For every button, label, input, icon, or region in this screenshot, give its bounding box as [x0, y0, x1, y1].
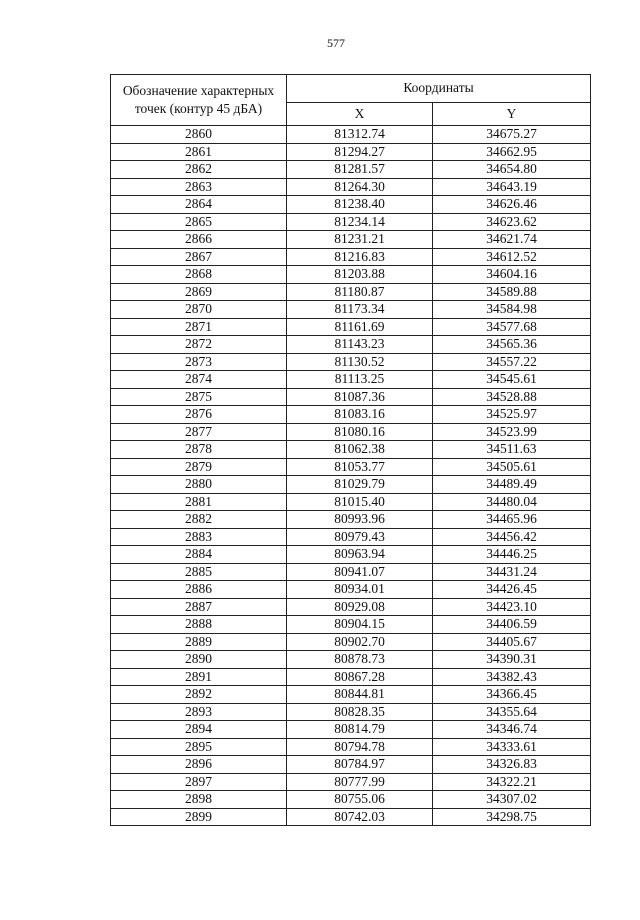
cell-point-id: 2861	[111, 143, 287, 161]
cell-point-id: 2873	[111, 353, 287, 371]
table-header	[111, 75, 591, 126]
cell-y: 34584.98	[433, 301, 591, 319]
cell-y: 34322.21	[433, 773, 591, 791]
cell-y: 34390.31	[433, 651, 591, 669]
cell-x: 81062.38	[287, 441, 433, 459]
cell-x: 80867.28	[287, 668, 433, 686]
cell-x: 81087.36	[287, 388, 433, 406]
cell-point-id: 2896	[111, 756, 287, 774]
table-row	[111, 423, 591, 441]
cell-x: 80904.15	[287, 616, 433, 634]
cell-y: 34511.63	[433, 441, 591, 459]
cell-y: 34557.22	[433, 353, 591, 371]
cell-x: 81083.16	[287, 406, 433, 424]
cell-x: 80814.79	[287, 721, 433, 739]
table-row	[111, 528, 591, 546]
header-x: X	[287, 102, 433, 125]
cell-point-id: 2865	[111, 213, 287, 231]
cell-x: 80878.73	[287, 651, 433, 669]
cell-point-id: 2890	[111, 651, 287, 669]
header-point-designation: Обозначение характерных точек (контур 45 дБА)	[111, 75, 287, 126]
cell-point-id: 2892	[111, 686, 287, 704]
table-row	[111, 161, 591, 179]
cell-x: 80963.94	[287, 546, 433, 564]
cell-point-id: 2878	[111, 441, 287, 459]
cell-point-id: 2874	[111, 371, 287, 389]
table-row	[111, 686, 591, 704]
cell-y: 34456.42	[433, 528, 591, 546]
cell-x: 81130.52	[287, 353, 433, 371]
cell-point-id: 2867	[111, 248, 287, 266]
cell-y: 34604.16	[433, 266, 591, 284]
cell-x: 81015.40	[287, 493, 433, 511]
cell-x: 81238.40	[287, 196, 433, 214]
cell-y: 34405.67	[433, 633, 591, 651]
cell-point-id: 2880	[111, 476, 287, 494]
cell-x: 81312.74	[287, 126, 433, 144]
cell-y: 34565.36	[433, 336, 591, 354]
table-row	[111, 266, 591, 284]
table-row	[111, 318, 591, 336]
cell-point-id: 2887	[111, 598, 287, 616]
table-row	[111, 388, 591, 406]
cell-x: 81216.83	[287, 248, 433, 266]
table-row	[111, 721, 591, 739]
table-row	[111, 476, 591, 494]
cell-y: 34382.43	[433, 668, 591, 686]
cell-y: 34480.04	[433, 493, 591, 511]
cell-x: 81203.88	[287, 266, 433, 284]
cell-point-id: 2886	[111, 581, 287, 599]
cell-y: 34623.62	[433, 213, 591, 231]
cell-x: 81080.16	[287, 423, 433, 441]
table-row	[111, 616, 591, 634]
cell-y: 34589.88	[433, 283, 591, 301]
coordinates-table	[110, 74, 591, 826]
cell-x: 80828.35	[287, 703, 433, 721]
header-coordinates: Координаты	[287, 75, 591, 103]
table-body	[111, 126, 591, 826]
table-row	[111, 651, 591, 669]
cell-y: 34621.74	[433, 231, 591, 249]
cell-point-id: 2898	[111, 791, 287, 809]
cell-y: 34675.27	[433, 126, 591, 144]
cell-y: 34612.52	[433, 248, 591, 266]
table-row	[111, 213, 591, 231]
table-row	[111, 703, 591, 721]
table-row	[111, 493, 591, 511]
cell-x: 81161.69	[287, 318, 433, 336]
cell-x: 80993.96	[287, 511, 433, 529]
cell-point-id: 2883	[111, 528, 287, 546]
cell-x: 80902.70	[287, 633, 433, 651]
cell-y: 34446.25	[433, 546, 591, 564]
cell-point-id: 2879	[111, 458, 287, 476]
cell-x: 80941.07	[287, 563, 433, 581]
table-row	[111, 756, 591, 774]
cell-y: 34662.95	[433, 143, 591, 161]
cell-point-id: 2888	[111, 616, 287, 634]
cell-y: 34406.59	[433, 616, 591, 634]
cell-point-id: 2868	[111, 266, 287, 284]
cell-x: 80777.99	[287, 773, 433, 791]
table-row	[111, 738, 591, 756]
cell-x: 81281.57	[287, 161, 433, 179]
cell-y: 34525.97	[433, 406, 591, 424]
header-y: Y	[433, 102, 591, 125]
cell-point-id: 2862	[111, 161, 287, 179]
table-row	[111, 283, 591, 301]
cell-point-id: 2895	[111, 738, 287, 756]
cell-point-id: 2875	[111, 388, 287, 406]
cell-x: 81231.21	[287, 231, 433, 249]
cell-point-id: 2899	[111, 808, 287, 826]
cell-point-id: 2864	[111, 196, 287, 214]
table-row	[111, 371, 591, 389]
table-row	[111, 336, 591, 354]
cell-point-id: 2893	[111, 703, 287, 721]
table-row	[111, 546, 591, 564]
table-row	[111, 458, 591, 476]
cell-y: 34489.49	[433, 476, 591, 494]
table-row	[111, 231, 591, 249]
cell-point-id: 2891	[111, 668, 287, 686]
cell-x: 81180.87	[287, 283, 433, 301]
cell-point-id: 2866	[111, 231, 287, 249]
table-row	[111, 598, 591, 616]
cell-y: 34643.19	[433, 178, 591, 196]
cell-point-id: 2881	[111, 493, 287, 511]
cell-y: 34346.74	[433, 721, 591, 739]
cell-point-id: 2884	[111, 546, 287, 564]
table-row	[111, 633, 591, 651]
cell-y: 34465.96	[433, 511, 591, 529]
cell-x: 80979.43	[287, 528, 433, 546]
cell-x: 81294.27	[287, 143, 433, 161]
cell-y: 34505.61	[433, 458, 591, 476]
cell-point-id: 2870	[111, 301, 287, 319]
cell-point-id: 2877	[111, 423, 287, 441]
table-row	[111, 791, 591, 809]
cell-x: 80784.97	[287, 756, 433, 774]
table-row	[111, 143, 591, 161]
table-row	[111, 353, 591, 371]
cell-point-id: 2872	[111, 336, 287, 354]
page-number: 577	[327, 36, 345, 50]
table-row	[111, 773, 591, 791]
cell-y: 34355.64	[433, 703, 591, 721]
cell-x: 81143.23	[287, 336, 433, 354]
cell-x: 80844.81	[287, 686, 433, 704]
table-row	[111, 178, 591, 196]
cell-point-id: 2860	[111, 126, 287, 144]
cell-x: 81113.25	[287, 371, 433, 389]
cell-x: 80794.78	[287, 738, 433, 756]
cell-point-id: 2894	[111, 721, 287, 739]
cell-y: 34431.24	[433, 563, 591, 581]
cell-y: 34333.61	[433, 738, 591, 756]
cell-x: 80934.01	[287, 581, 433, 599]
cell-y: 34545.61	[433, 371, 591, 389]
cell-x: 81173.34	[287, 301, 433, 319]
cell-point-id: 2871	[111, 318, 287, 336]
table-row	[111, 563, 591, 581]
table-row	[111, 248, 591, 266]
cell-x: 80755.06	[287, 791, 433, 809]
cell-y: 34626.46	[433, 196, 591, 214]
cell-point-id: 2863	[111, 178, 287, 196]
cell-point-id: 2885	[111, 563, 287, 581]
cell-y: 34523.99	[433, 423, 591, 441]
table-row	[111, 126, 591, 144]
cell-x: 80929.08	[287, 598, 433, 616]
cell-x: 81264.30	[287, 178, 433, 196]
cell-y: 34423.10	[433, 598, 591, 616]
table-row	[111, 581, 591, 599]
table-row	[111, 196, 591, 214]
table-row	[111, 668, 591, 686]
cell-point-id: 2869	[111, 283, 287, 301]
cell-point-id: 2882	[111, 511, 287, 529]
cell-x: 81234.14	[287, 213, 433, 231]
cell-x: 81053.77	[287, 458, 433, 476]
cell-x: 80742.03	[287, 808, 433, 826]
cell-x: 81029.79	[287, 476, 433, 494]
table-row	[111, 441, 591, 459]
cell-y: 34307.02	[433, 791, 591, 809]
cell-y: 34426.45	[433, 581, 591, 599]
cell-point-id: 2889	[111, 633, 287, 651]
cell-y: 34528.88	[433, 388, 591, 406]
table-row	[111, 406, 591, 424]
table-row	[111, 808, 591, 826]
cell-y: 34654.80	[433, 161, 591, 179]
cell-y: 34326.83	[433, 756, 591, 774]
cell-point-id: 2897	[111, 773, 287, 791]
table-row	[111, 301, 591, 319]
table-row	[111, 511, 591, 529]
cell-point-id: 2876	[111, 406, 287, 424]
cell-y: 34298.75	[433, 808, 591, 826]
cell-y: 34366.45	[433, 686, 591, 704]
cell-y: 34577.68	[433, 318, 591, 336]
